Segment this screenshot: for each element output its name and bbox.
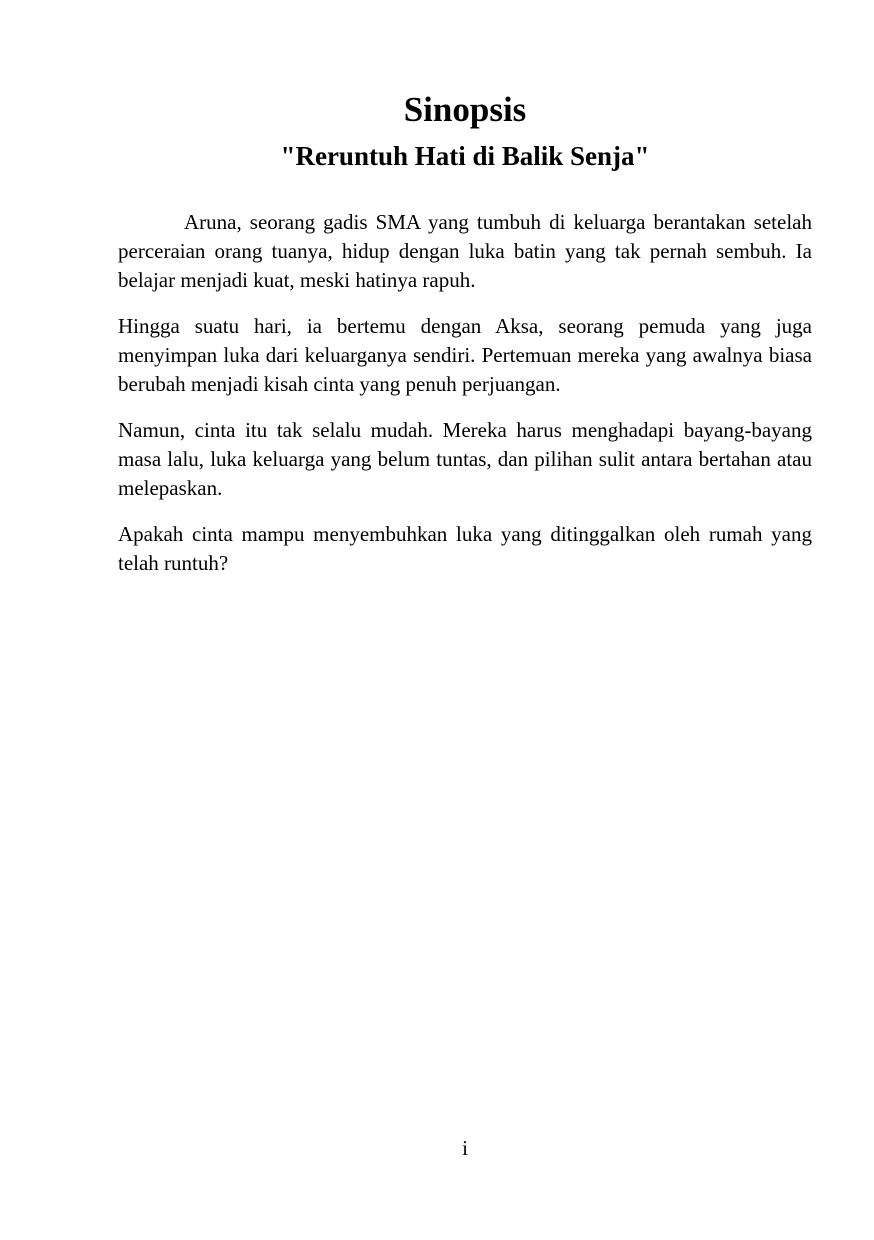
- paragraph-1: Aruna, seorang gadis SMA yang tumbuh di keluarga berantakan setelah perceraian orang tuanya, hidup dengan luka batin yang tak pernah sembuh. Ia belajar menjadi kuat, meski hatinya rapuh.: [118, 210, 812, 292]
- synopsis-body: [118, 208, 812, 595]
- book-subtitle: "Reruntuh Hati di Balik Senja": [280, 141, 650, 171]
- page-title: Sinopsis: [403, 90, 527, 129]
- paragraph-3: Namun, cinta itu tak selalu mudah. Mereka harus menghadapi bayang-bayang masa lalu, luka keluarga yang belum tuntas, dan pilihan sulit antara bertahan atau melepaskan.: [118, 418, 812, 500]
- paragraph-4: Apakah cinta mampu menyembuhkan luka yang ditinggalkan oleh rumah yang telah runtuh?: [118, 522, 812, 575]
- paragraph-2: Hingga suatu hari, ia bertemu dengan Aksa, seorang pemuda yang juga menyimpan luka dari keluarganya sendiri. Pertemuan mereka yang awalnya biasa berubah menjadi kisah cinta yang penuh perjuangan.: [118, 314, 812, 396]
- page-number: i: [462, 1136, 468, 1160]
